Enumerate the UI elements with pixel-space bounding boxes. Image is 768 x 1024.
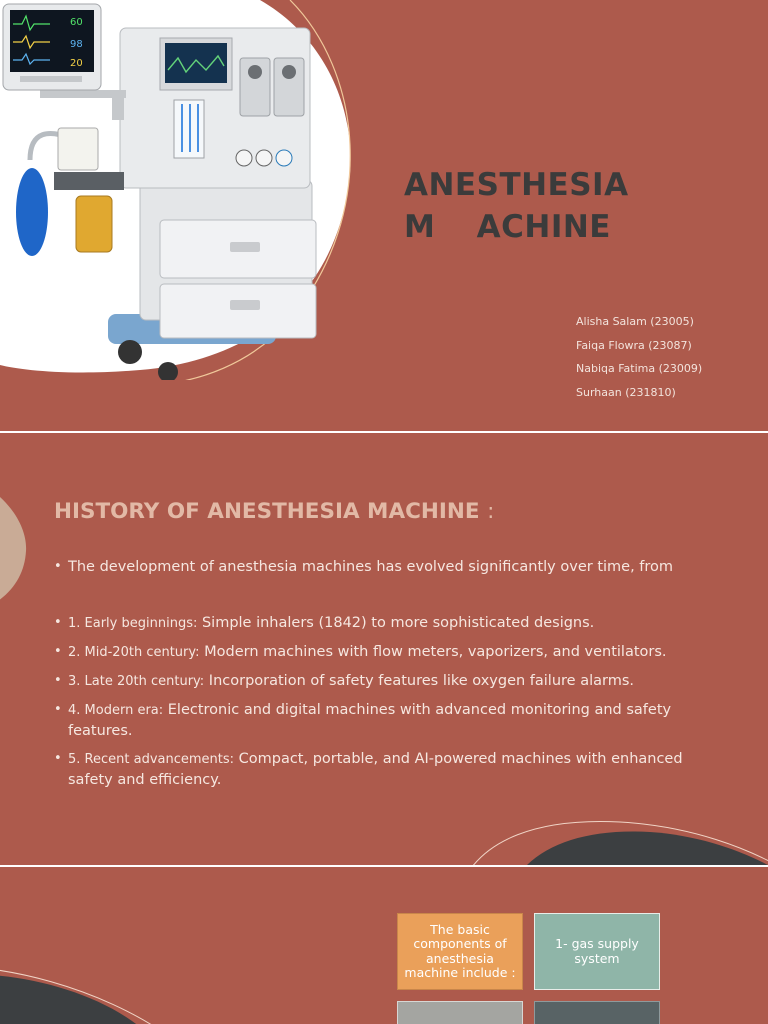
- bullet-lead: 4. Modern era:: [68, 703, 164, 718]
- bullet-lead: 2. Mid-20th century:: [68, 645, 200, 660]
- tan-blob-shape: [0, 471, 28, 621]
- bullet-text: Simple inhalers (1842) to more sophisticated designs.: [201, 615, 595, 631]
- dark-blob-shape: [460, 818, 768, 865]
- section-title: [54, 499, 754, 524]
- section-title-colon: :: [487, 499, 495, 524]
- author-list: [576, 310, 702, 404]
- components-intro-box: The basic components of anesthesia machine include :: [397, 913, 523, 990]
- bullet-text: Electronic and digital machines with advanced monitoring and safety features.: [68, 702, 672, 739]
- history-bullet: [54, 642, 704, 663]
- bullet-text: Incorporation of safety features like oxygen failure alarms.: [208, 673, 634, 689]
- author-item: Surhaan (231810): [576, 385, 676, 399]
- intro-bullet: • The development of anesthesia machines has evolved significantly over time, from: [54, 557, 704, 577]
- author-item: Nabiqa Fatima (23009): [576, 362, 703, 375]
- bullet-text: Compact, portable, and AI-powered machines with enhanced safety and efficiency.: [68, 751, 683, 788]
- bullet-lead: 3. Late 20th century:: [68, 674, 205, 689]
- component-box-slate: [534, 1001, 660, 1024]
- history-bullet: [54, 671, 704, 692]
- slide-title: ANESTHESIA M ACHINE: [404, 167, 629, 245]
- history-bullet: [54, 749, 704, 790]
- bullet-lead: 1. Early beginnings:: [68, 616, 198, 631]
- history-bullet-list: [54, 557, 704, 798]
- anesthesia-machine-image: [0, 0, 320, 380]
- section-title-text: HISTORY OF ANESTHESIA MACHINE: [54, 499, 480, 524]
- title-slide: [0, 0, 768, 431]
- bullet-lead: 5. Recent advancements:: [68, 752, 235, 767]
- component-box-grey: [397, 1001, 523, 1024]
- gas-supply-box: 1- gas supply system: [534, 913, 660, 990]
- history-bullet: [54, 613, 704, 634]
- history-bullet: [54, 700, 704, 741]
- monitor-reading-heart-rate: 60: [70, 17, 83, 28]
- components-slide: [0, 867, 768, 1024]
- dark-blob-shape: [0, 967, 180, 1024]
- author-item: Alisha Salam (23005): [576, 315, 694, 328]
- monitor-reading-spo2: 98: [70, 39, 83, 50]
- bullet-text: Modern machines with flow meters, vaporizers, and ventilators.: [204, 644, 667, 660]
- author-item: Faiqa Flowra (23087): [576, 338, 692, 352]
- history-slide: [0, 433, 768, 865]
- monitor-reading-resp: 20: [70, 58, 83, 69]
